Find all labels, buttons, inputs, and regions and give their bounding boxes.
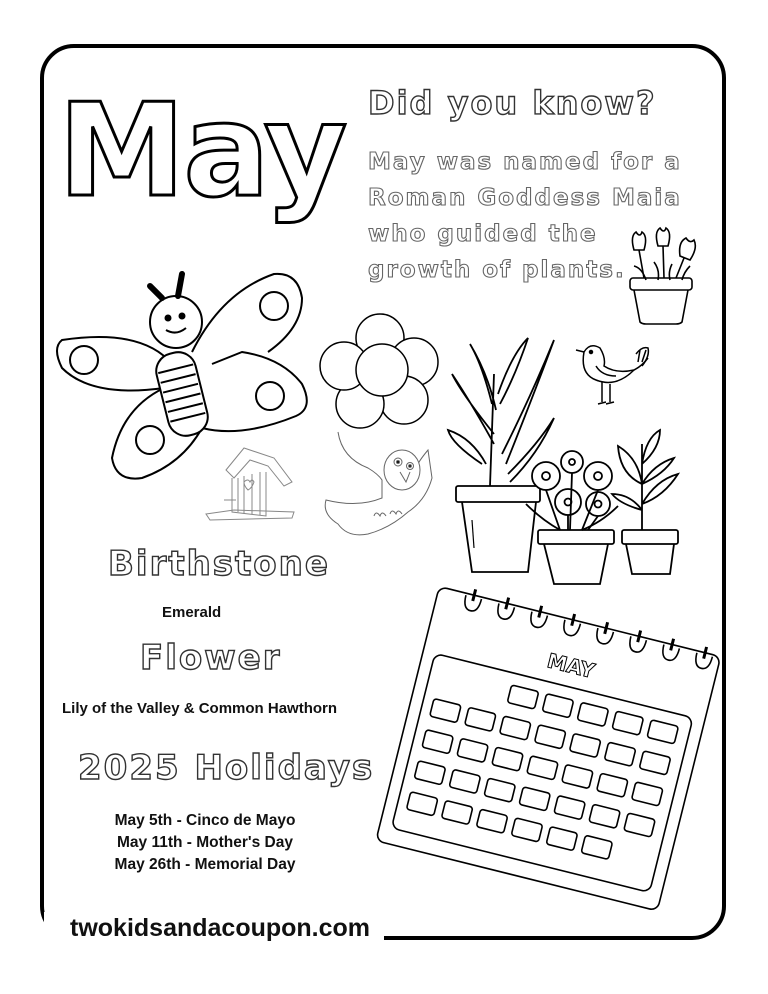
birthstone-heading: Birthstone	[108, 544, 330, 584]
fact-line: Roman Goddess Maia	[368, 185, 682, 211]
holiday-item: May 26th - Memorial Day	[114, 856, 296, 873]
holiday-list	[90, 810, 320, 876]
flying-bird-icon	[318, 428, 436, 540]
flower-heading: Flower	[140, 638, 282, 678]
fact-line: growth of plants.	[368, 257, 626, 283]
flower-value: Lily of the Valley & Common Hawthorn	[62, 700, 338, 717]
calendar-icon	[384, 604, 714, 910]
did-you-know-heading: Did you know?	[368, 84, 657, 122]
holidays-heading: 2025 Holidays	[78, 748, 375, 788]
potted-plants-icon	[442, 334, 702, 586]
tulip-pot-icon	[620, 228, 710, 328]
birdhouse-icon	[204, 448, 296, 522]
calendar-month-label: MAY	[544, 648, 598, 684]
flower-icon	[318, 314, 436, 426]
footer-url: twokidsandacoupon.com	[68, 914, 376, 943]
fact-line: May was named for a	[368, 149, 682, 175]
fact-line: who guided the	[368, 221, 598, 247]
holiday-item: May 11th - Mother's Day	[117, 834, 293, 851]
page-title: May	[58, 77, 346, 226]
birthstone-value: Emerald	[162, 604, 222, 621]
holiday-item: May 5th - Cinco de Mayo	[114, 812, 296, 829]
